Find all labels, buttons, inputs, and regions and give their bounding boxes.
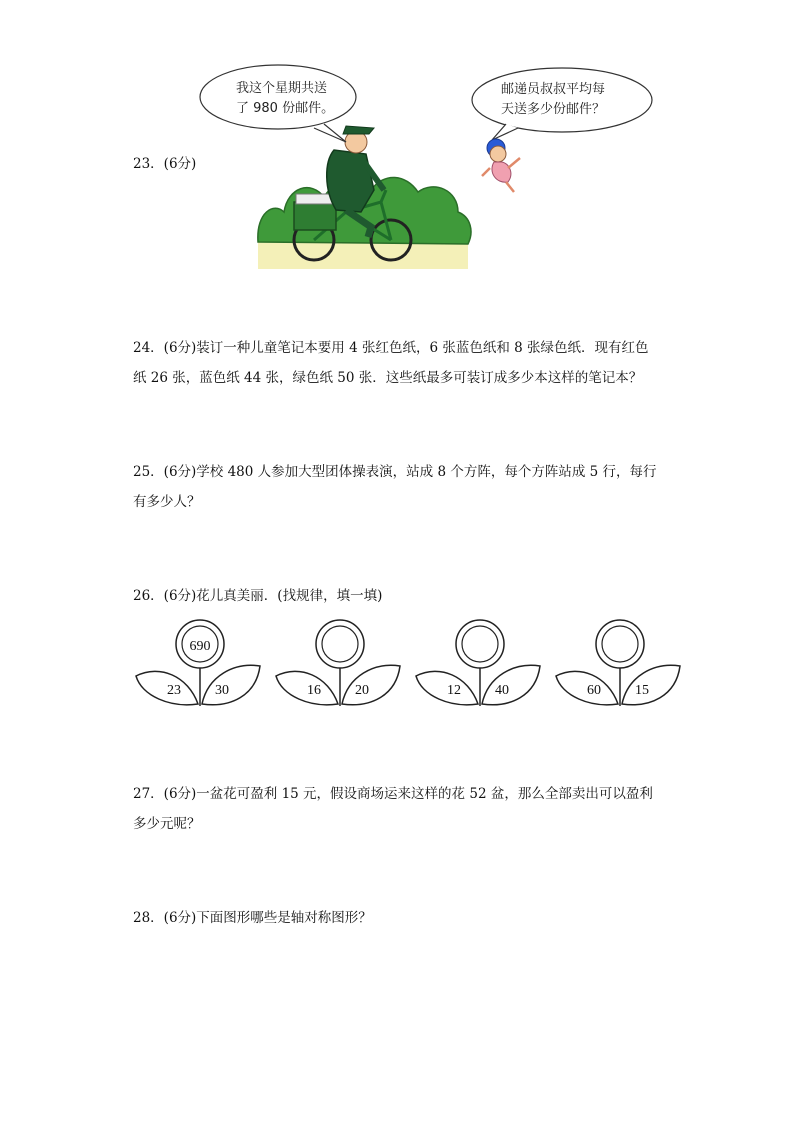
q25-line2: 有多少人？ xyxy=(133,494,201,510)
flower-3-center xyxy=(462,626,498,662)
q25-line1: 25．(6分)学校 480 人参加大型团体操表演，站成 8 个方阵，每个方阵站成 5 行，每行 xyxy=(133,464,657,480)
q24-line1: 24．(6分)装订一种儿童笔记本要用 4 张红色纸，6 张蓝色纸和 8 张绿色纸．现有红色 xyxy=(133,340,649,356)
speech-bubble-left xyxy=(200,65,356,129)
postman-cap xyxy=(343,126,374,134)
bubble-left-line2: 了 980 份邮件。 xyxy=(236,101,335,116)
q27-line2: 多少元呢？ xyxy=(133,816,201,832)
postman-scene-illustration xyxy=(196,62,666,272)
flower-2 xyxy=(276,620,400,706)
postman-body xyxy=(327,150,374,212)
q28-line1: 28．(6分)下面图形哪些是轴对称图形？ xyxy=(133,910,372,926)
bubble-right-line1: 邮递员叔叔平均每 xyxy=(501,82,606,97)
flower-4 xyxy=(556,620,680,706)
flower-1-left-number: 23 xyxy=(167,683,181,698)
mail-bag xyxy=(294,202,336,230)
q24-line2: 纸 26 张，蓝色纸 44 张，绿色纸 50 张．这些纸最多可装订成多少本这样的笔记本？ xyxy=(133,370,643,386)
flower-4-center xyxy=(602,626,638,662)
flower-3 xyxy=(416,620,540,706)
bubble-right-line2: 天送多少份邮件？ xyxy=(501,102,606,117)
flower-2-center xyxy=(322,626,358,662)
child-face xyxy=(490,146,506,162)
flower-3-right-number: 40 xyxy=(495,683,509,698)
flower-1-right-number: 30 xyxy=(215,683,229,698)
flower-3-right-leaf xyxy=(482,665,540,704)
mail-stack xyxy=(296,194,334,204)
flower-pattern-figure xyxy=(130,618,690,718)
speech-bubble-left-tail xyxy=(314,124,346,142)
q26-line1: 26．(6分)花儿真美丽．(找规律，填一填) xyxy=(133,588,383,604)
flower-4-right-leaf xyxy=(622,665,680,704)
flower-4-left-number: 60 xyxy=(587,683,601,698)
flower-2-right-number: 20 xyxy=(355,683,369,698)
speech-bubble-right xyxy=(472,68,652,132)
flower-1-right-leaf xyxy=(202,665,260,704)
flower-4-right-number: 15 xyxy=(635,683,649,698)
child-body xyxy=(492,162,511,182)
q23-label: 23．(6分) xyxy=(133,156,197,172)
flower-2-left-number: 16 xyxy=(307,683,321,698)
flower-1-top-number: 690 xyxy=(189,639,211,654)
flower-2-right-leaf xyxy=(342,665,400,704)
flower-1 xyxy=(136,620,260,706)
q27-line1: 27．(6分)一盆花可盈利 15 元，假设商场运来这样的花 52 盆，那么全部卖出可以盈利 xyxy=(133,786,653,802)
flower-3-left-number: 12 xyxy=(447,683,461,698)
bubble-left-line1: 我这个星期共送 xyxy=(236,81,328,96)
